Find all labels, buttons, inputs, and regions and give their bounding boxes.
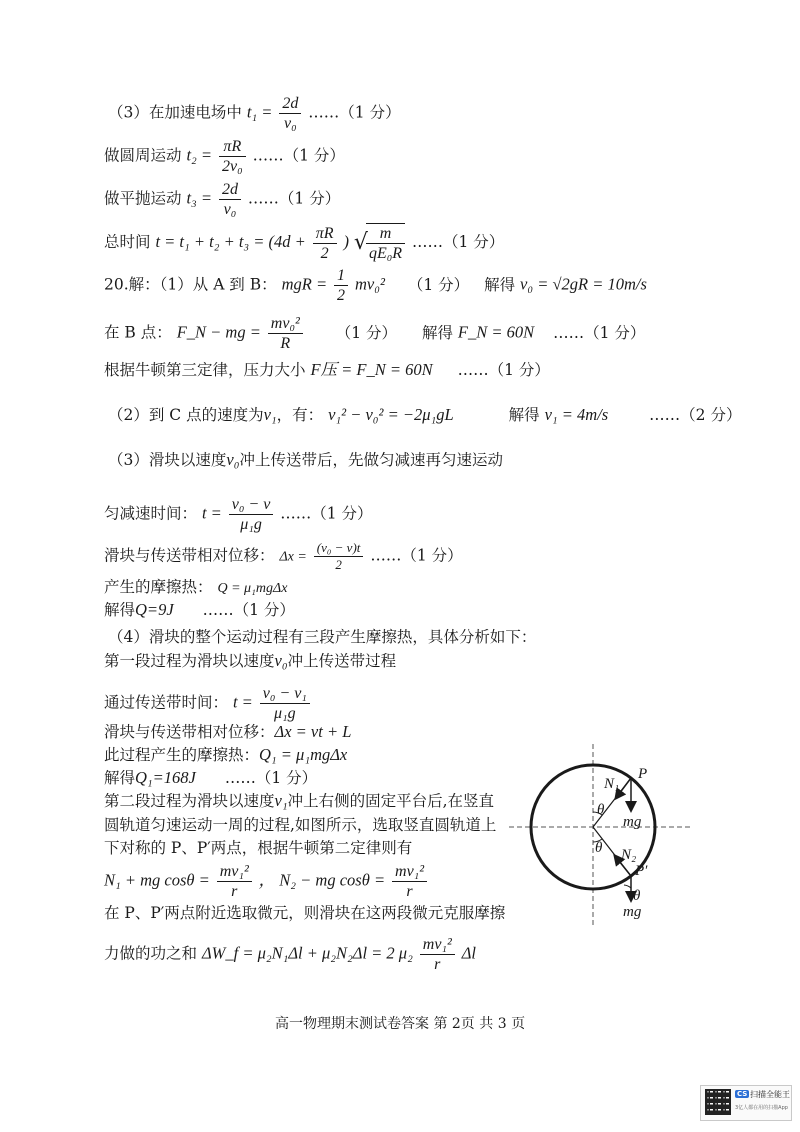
decel-time-line: 匀减速时间： t = $\frac{\text{v₀ − v}}{\text{μ₁g}}$ ……（1 分） — [104, 496, 373, 533]
stage2-line: 第二段过程为滑块以速度v₁冲上右侧的固定平台后,在竖直 — [104, 791, 495, 810]
total-time-line: 总时间 t = t₁ + t₂ + t₃ = (4d + $\frac{\pi R}{2}$ ) √ $\frac{m}{\text{qE₀R}}$ ……（1 分） — [104, 224, 505, 262]
belt-time-line: 通过传送带时间： t = $\frac{\text{v₀ − v₁}}{\text{μ₁g}}$ — [104, 684, 312, 723]
stage2-line3: 下对称的 P、P′两点，根据牛顿第二定律则有 — [104, 839, 413, 857]
label-n1: N₁ — [604, 776, 620, 792]
circular-motion-line: 做圆周运动 t₂ = $\frac{\pi R}{\text{2v₀}}$ ……（1 分） — [104, 138, 345, 175]
badge-subtitle: 3亿人都在用的扫描App — [735, 1105, 788, 1111]
newton-second-equations: N₁ + mg cosθ = $\frac{\text{mv₁²}}{r}$ ， N₂ − mg cosθ = $\frac{\text{mv₁²}}{r}$ — [104, 862, 429, 901]
heat-result-line: 解得Q=9J ……（1 分） — [104, 600, 295, 619]
micro-element-line: 在 P、P′两点附近选取微元，则滑块在这两段微元克服摩擦 — [104, 904, 506, 922]
work-sum-line: 力做的功之和 ΔW_f = μ₂N₁Δl + μ₂N₂Δl = 2 μ₂ $\frac{\text{mv₁²}}{r}$ Δl — [104, 936, 476, 973]
label-n2: N₂ — [621, 847, 637, 863]
qr-code-icon — [705, 1089, 731, 1115]
camscanner-badge — [700, 1085, 792, 1121]
friction-heat-line: 产生的摩擦热： Q = μ₁mgΔx — [104, 578, 288, 596]
part4-line: （4）滑块的整个运动过程有三段产生摩擦热，具体分析如下： — [108, 628, 537, 646]
stage1-heat-line: 此过程产生的摩擦热：Q₁ = μ₁mgΔx — [104, 745, 348, 764]
part3-line: （3）滑块以速度v₀冲上传送带后，先做匀减速再匀速运动 — [108, 450, 503, 469]
vertical-circle-diagram — [505, 740, 695, 930]
label-theta-top: θ — [597, 802, 605, 818]
newton-third-line: 根据牛顿第三定律，压力大小 F压 = F_N = 60N ……（1 分） — [104, 360, 550, 379]
label-mg-bottom: mg — [623, 904, 642, 920]
page-footer: 高一物理期末测试卷答案 第 2页 共 3 页 — [275, 1016, 526, 1032]
label-p-prime: P′ — [635, 863, 648, 879]
part3-accel-line: （3）在加速电场中 t₁ = $\frac{2d}{\text{v₀}}$ ……（1 分） — [108, 95, 401, 132]
stage1-result-line: 解得Q₁=168J ……（1 分） — [104, 768, 318, 787]
stage1-line: 第一段过程为滑块以速度v₀冲上传送带过程 — [104, 651, 397, 670]
relative-displacement-line: 滑块与传送带相对位移： Δx = $\frac{\text{(v₀ − v)t}}{2}$ ……（1 分） — [104, 540, 463, 572]
label-mg-top: mg — [623, 814, 642, 830]
belt-displacement-line: 滑块与传送带相对位移：Δx = vt + L — [104, 722, 352, 741]
label-p: P — [638, 766, 648, 782]
label-theta-bottom: θ — [595, 840, 603, 856]
stage2-line2: 圆轨道匀速运动一周的过程,如图所示，选取竖直圆轨道上 — [104, 816, 497, 834]
part2-line: （2）到 C 点的速度为v₁，有： v₁² − v₀² = −2μ₁gL 解得 v₁ = 4m/s ……（2 分） — [108, 405, 742, 424]
badge-title: 扫描全能王 — [750, 1090, 790, 1099]
label-theta-p-prime: θ — [633, 888, 641, 904]
q20-part1-line: 20.解：（1）从 A 到 B： mgR = $\frac{1}{2}$ mv₀² （1 分） 解得 v₀ = √2gR = 10m/s — [104, 267, 647, 304]
theta-arc-p-prime — [624, 885, 631, 888]
point-b-line: 在 B 点： F_N − mg = $\frac{\text{mv₀²}}{R}$ （1 分） 解得 F_N = 60N ……（1 分） — [104, 315, 646, 352]
camscanner-logo-icon: CS — [737, 1090, 748, 1098]
projectile-line: 做平抛运动 t₃ = $\frac{2d}{\text{v₀}}$ ……（1 分） — [104, 181, 341, 218]
